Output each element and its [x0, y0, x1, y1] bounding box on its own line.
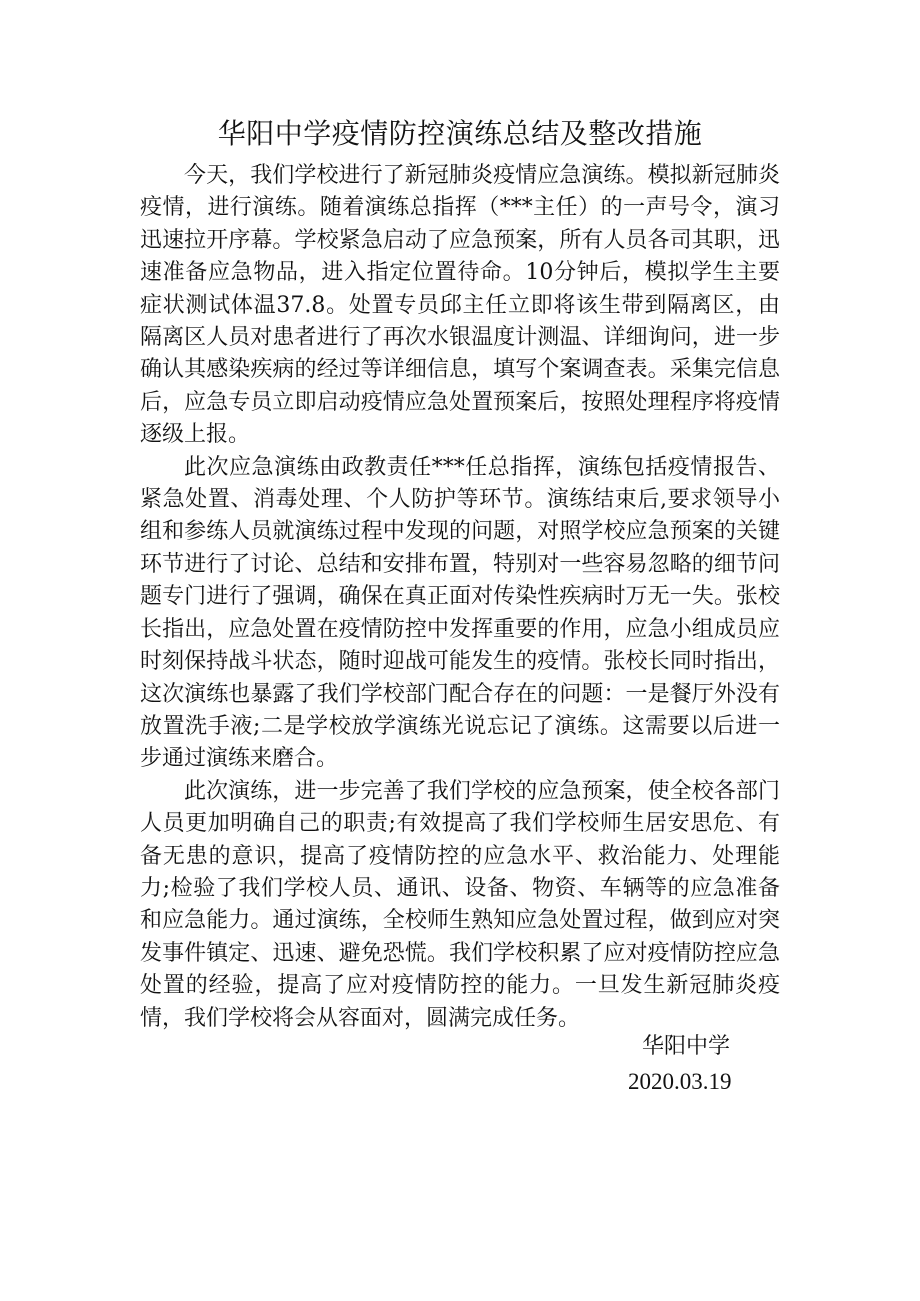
signature-date: 2020.03.19 [628, 1069, 732, 1094]
paragraph-drill-outcome: 此次演练，进一步完善了我们学校的应急预案，使全校各部门人员更加明确自己的职责;有效提高了我们学校师生居安思危、有备无患的意识，提高了疫情防控的应急水平、救治能力、处理能力;检验了我们学校人员、通讯、设备、物资、车辆等的应急准备和应急能力。通过演练，全校师生熟知应急处置过程，做到应对突发事件镇定、迅速、避免恐慌。我们学校积累了应对疫情防控应急处置的经验，提高了应对疫情防控的能力。一旦发生新冠肺炎疫情，我们学校将会从容面对，圆满完成任务。 [140, 778, 780, 1031]
paragraph-drill-process: 今天，我们学校进行了新冠肺炎疫情应急演练。模拟新冠肺炎疫情，进行演练。随着演练总指挥（***主任）的一声号令，演习迅速拉开序幕。学校紧急启动了应急预案，所有人员各司其职，迅速准备应急物品，进入指定位置待命。10分钟后，模拟学生主要症状测试体温37.8。处置专员邱主任立即将该生带到隔离区，由隔离区人员对患者进行了再次水银温度计测温、详细询问，进一步确认其感染疾病的经过等详细信息，填写个案调查表。采集完信息后，应急专员立即启动疫情应急处置预案后，按照处理程序将疫情逐级上报。 [140, 163, 780, 448]
paragraph-drill-review: 此次应急演练由政教责任***任总指挥，演练包括疫情报告、紧急处置、消毒处理、个人防护等环节。演练结束后,要求领导小组和参练人员就演练过程中发现的问题，对照学校应急预案的关键环节进行了讨论、总结和安排布置，特别对一些容易忽略的细节问题专门进行了强调，确保在真正面对传染性疾病时万无一失。张校长指出，应急处置在疫情防控中发挥重要的作用，应急小组成员应时刻保持战斗状态，随时迎战可能发生的疫情。张校长同时指出，这次演练也暴露了我们学校部门配合存在的问题：一是餐厅外没有放置洗手液;二是学校放学演练光说忘记了演练。这需要以后进一步通过演练来磨合。 [140, 454, 780, 772]
signature-school: 华阳中学 [642, 1034, 731, 1059]
document-title: 华阳中学疫情防控演练总结及整改措施 [217, 117, 703, 150]
document-body [140, 160, 780, 1035]
